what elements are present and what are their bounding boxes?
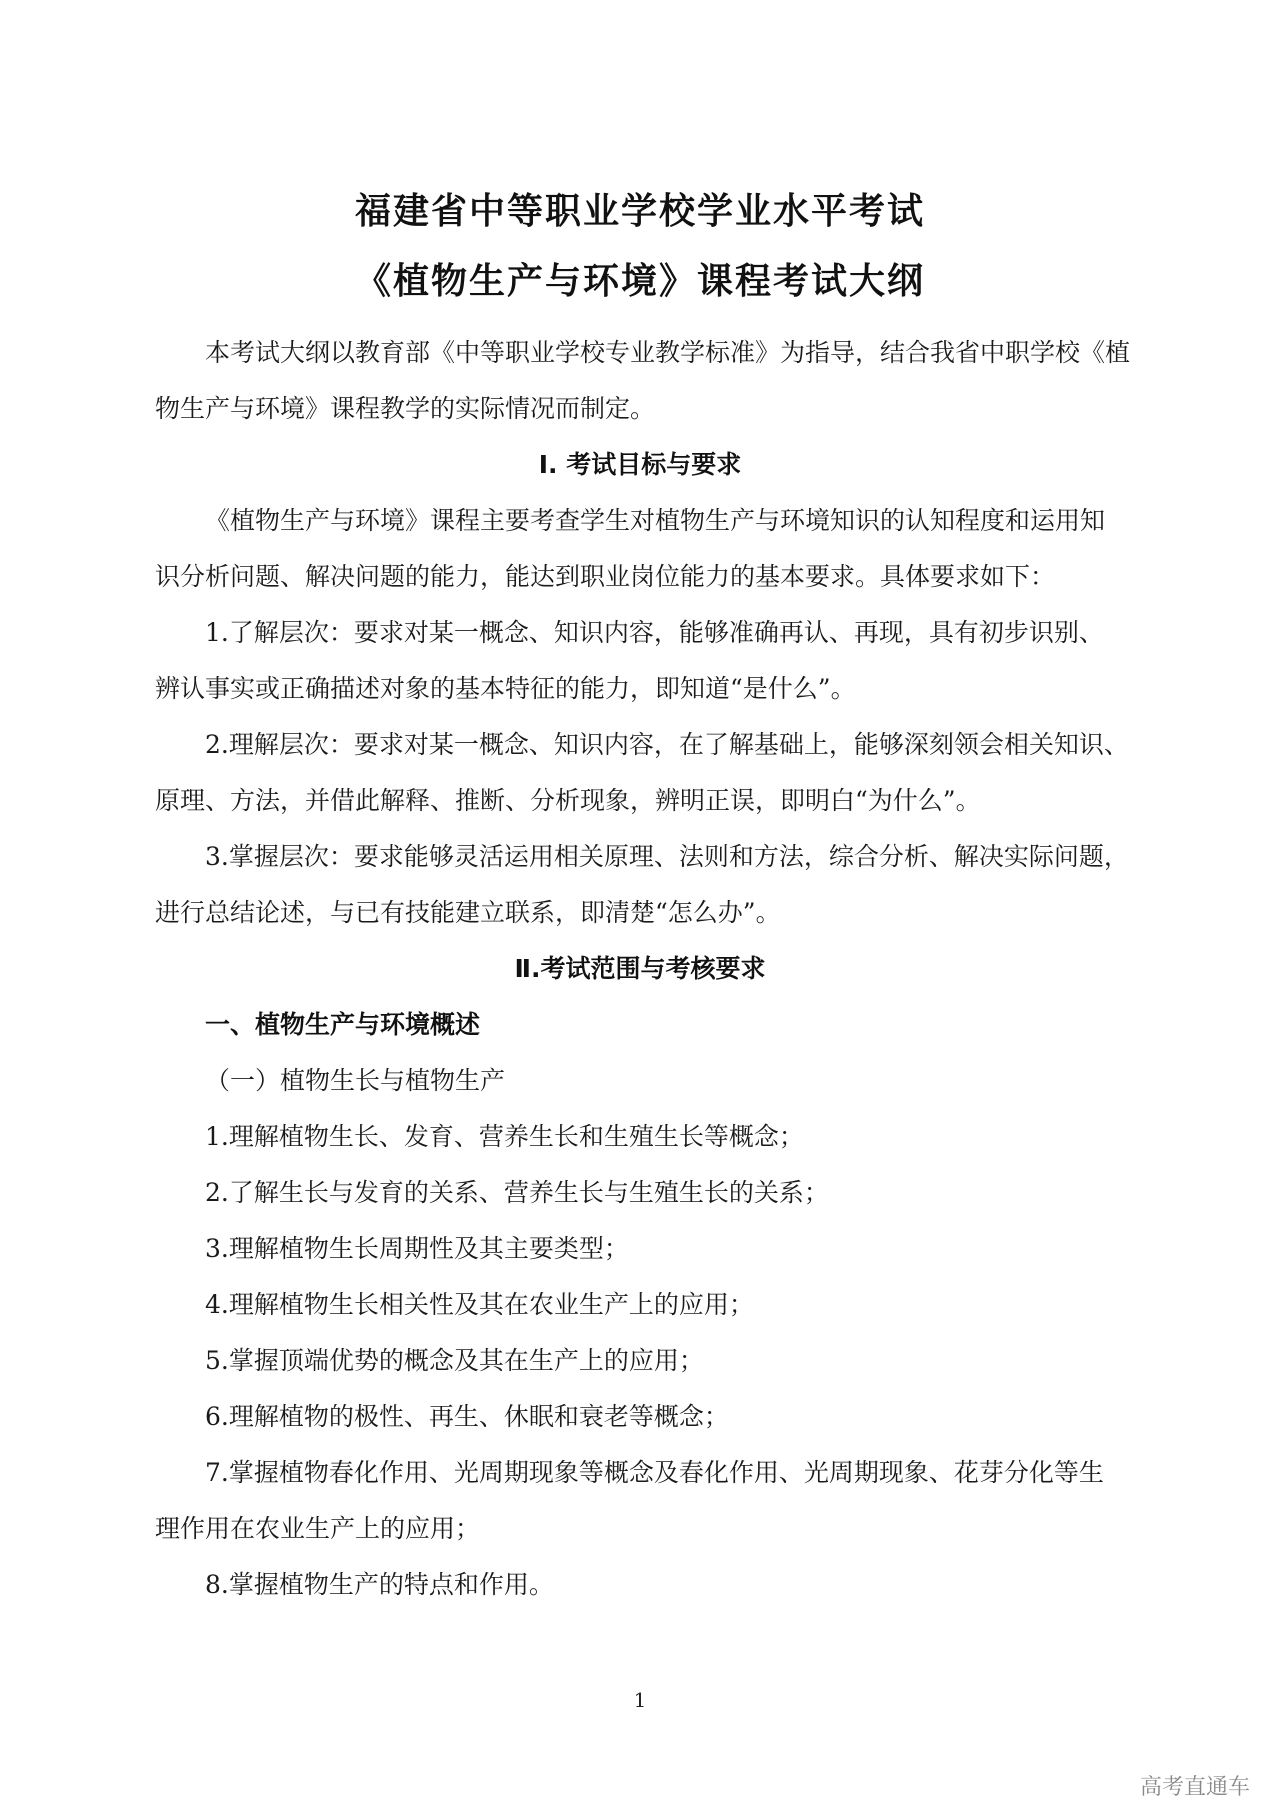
- subsection1-heading: （一）植物生长与植物生产: [205, 1066, 506, 1095]
- list-item: 7.掌握植物春化作用、光周期现象等概念及春化作用、光周期现象、花芽分化等生: [205, 1458, 1104, 1487]
- section1-item3-line2: 进行总结论述，与已有技能建立联系，即清楚“怎么办”。: [155, 898, 781, 927]
- watermark-text: 高考直通车: [1139, 1775, 1250, 1800]
- page-number: 1: [633, 1688, 647, 1712]
- section1-item1-line1: 1.了解层次：要求对某一概念、知识内容，能够准确再认、再现，具有初步识别、: [205, 618, 1104, 647]
- document-title-line2: 《植物生产与环境》课程考试大纲: [354, 261, 925, 302]
- intro-line1: 本考试大纲以教育部《中等职业学校专业教学标准》为指导，结合我省中职学校《植: [205, 338, 1131, 367]
- intro-line2: 物生产与环境》课程教学的实际情况而制定。: [155, 394, 656, 423]
- list-item: 2.了解生长与发育的关系、营养生长与生殖生长的关系；: [205, 1178, 829, 1207]
- section1-item3-line1: 3.掌握层次：要求能够灵活运用相关原理、法则和方法，综合分析、解决实际问题，: [205, 842, 1129, 871]
- list-item: 1.理解植物生长、发育、营养生长和生殖生长等概念；: [205, 1122, 804, 1151]
- list-item: 3.理解植物生长周期性及其主要类型；: [205, 1234, 629, 1263]
- list-item: 5.掌握顶端优势的概念及其在生产上的应用；: [205, 1346, 704, 1375]
- section1-para1-line1: 《植物生产与环境》课程主要考查学生对植物生产与环境知识的认知程度和运用知: [205, 506, 1106, 535]
- document-title-line1: 福建省中等职业学校学业水平考试: [354, 191, 925, 232]
- section1-item1-line2: 辨认事实或正确描述对象的基本特征的能力，即知道“是什么”。: [155, 674, 856, 703]
- section1-para1-line2: 识分析问题、解决问题的能力，能达到职业岗位能力的基本要求。具体要求如下：: [155, 562, 1056, 591]
- section1-item2-line2: 原理、方法，并借此解释、推断、分析现象，辨明正误，即明白“为什么”。: [155, 786, 981, 815]
- list-item-continuation: 理作用在农业生产上的应用；: [155, 1514, 481, 1543]
- section2-heading: Ⅱ.考试范围与考核要求: [514, 954, 766, 983]
- list-item: 8.掌握植物生产的特点和作用。: [205, 1570, 554, 1599]
- section1-heading: Ⅰ. 考试目标与要求: [538, 450, 742, 479]
- section1-item2-line1: 2.理解层次：要求对某一概念、知识内容，在了解基础上，能够深刻领会相关知识、: [205, 730, 1129, 759]
- list-item: 4.理解植物生长相关性及其在农业生产上的应用；: [205, 1290, 754, 1319]
- list-item: 6.理解植物的极性、再生、休眠和衰老等概念；: [205, 1402, 729, 1431]
- chapter1-heading: 一、植物生产与环境概述: [205, 1010, 481, 1039]
